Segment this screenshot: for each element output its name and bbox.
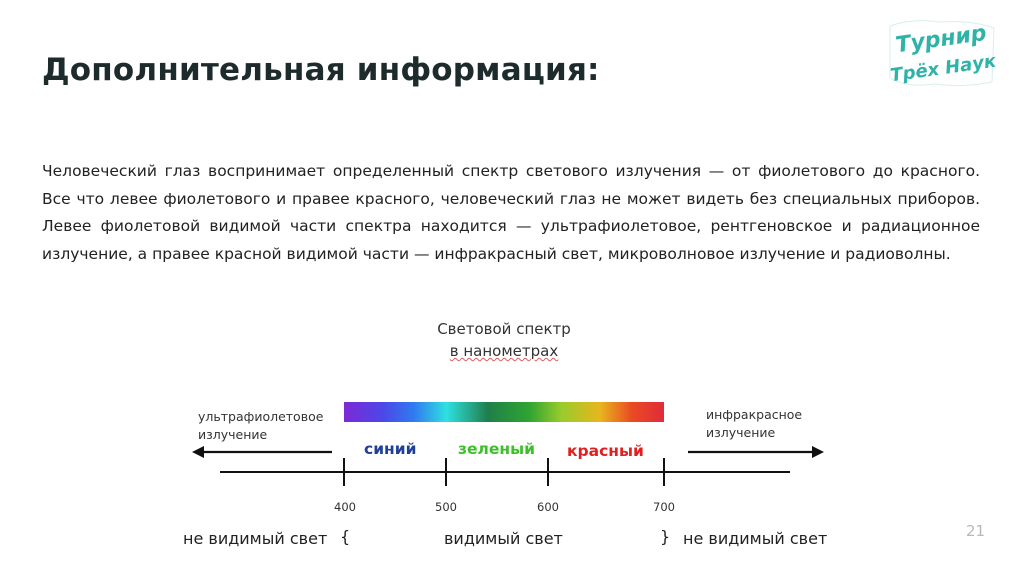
slide-title: Дополнительная информация:	[42, 52, 600, 88]
right-brace: }	[660, 527, 671, 546]
body-paragraph: Человеческий глаз воспринимает определенный спектр светового излучения — от фиолетового до красного. Все что левее фиолетового и правее красного, человеческий глаз не может видеть без специальных приборов. Левее фиолетовой видимой части спектра находится — ультрафиолетовое, рентгеновское и радиационное излучение, а правее красной видимой части — инфракрасный свет, микроволновое излучение и радиоволны.	[42, 162, 980, 263]
invisible-light-right: не видимый свет	[683, 529, 828, 548]
visible-light: видимый свет	[444, 529, 563, 548]
page-number: 21	[966, 522, 986, 540]
spectrum-title-line2: в нанометрах	[449, 342, 559, 360]
left-brace: {	[340, 527, 351, 546]
tick-label-700: 700	[653, 500, 675, 514]
tick-label-600: 600	[537, 500, 559, 514]
spectrum-title-line1: Световой спектр	[437, 320, 571, 338]
ultraviolet-arrowhead	[192, 446, 204, 458]
logo-line2: Трёх Наук	[889, 50, 998, 87]
invisible-light-left: не видимый свет	[183, 529, 328, 548]
infrared-arrowhead	[812, 446, 824, 458]
infrared-label-line2: излучение	[706, 425, 776, 440]
tournament-logo	[882, 12, 1002, 92]
infrared-label	[706, 406, 802, 442]
spectrum-title	[404, 318, 604, 362]
color-label-blue: синий	[364, 440, 417, 458]
color-label-red: красный	[567, 442, 644, 460]
ultraviolet-label	[198, 408, 323, 444]
ultraviolet-label-line1: ультрафиолетовое	[198, 409, 324, 424]
tick-label-400: 400	[334, 500, 356, 514]
infrared-label-line1: инфракрасное	[706, 407, 803, 422]
tick-label-500: 500	[435, 500, 457, 514]
color-label-green: зеленый	[458, 440, 535, 458]
ultraviolet-label-line2: излучение	[198, 427, 268, 442]
logo-line1: Турнир	[894, 20, 989, 59]
visible-spectrum-bar	[344, 402, 664, 422]
